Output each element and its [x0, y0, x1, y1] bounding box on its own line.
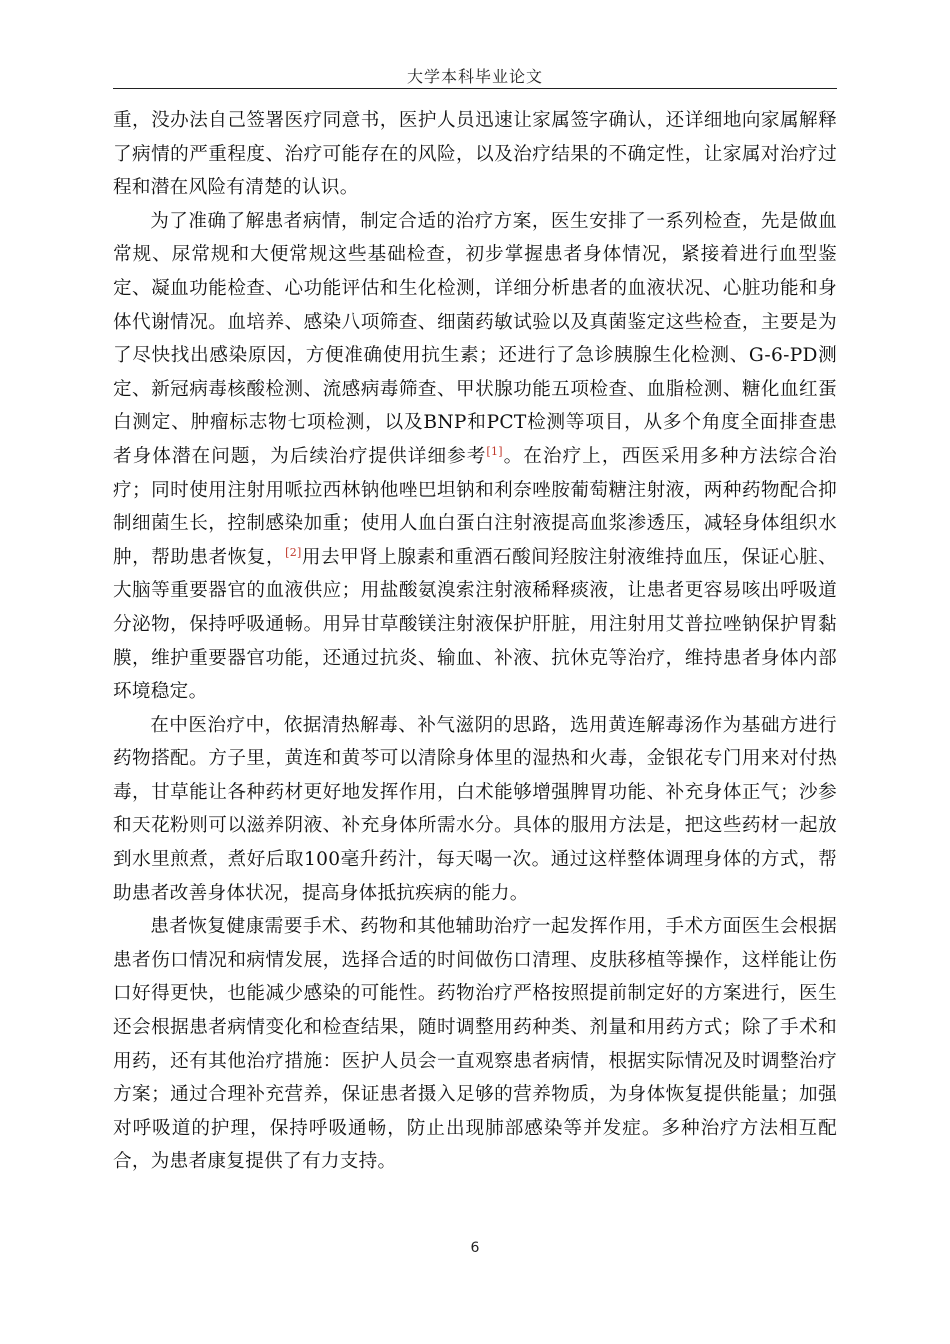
paragraph-text: 患者恢复健康需要手术、药物和其他辅助治疗一起发挥作用，手术方面医生会根据患者伤口情况和病情发展，选择合适的时间做伤口清理、皮肤移植等操作，这样能让伤口好得更快，也能减少感染的可能性。药物治疗严格按照提前制定好的方案进行，医生还会根据患者病情变化和检查结果，随时调整用药种类、剂量和用药方式；除了手术和用药，还有其他治疗措施：医护人员会一直观察患者病情，根据实际情况及时调整治疗方案；通过合理补充营养，保证患者摄入足够的营养物质，为身体恢复提供能量；加强对呼吸道的护理，保持呼吸通畅，防止出现肺部感染等并发症。多种治疗方法相互配合，为患者康复提供了有力支持。 — [113, 916, 837, 1173]
paragraph-text: 在中医治疗中，依据清热解毒、补气滋阴的思路，选用黄连解毒汤作为基础方进行药物搭配。方子里，黄连和黄芩可以清除身体里的湿热和火毒，金银花专门用来对付热毒，甘草能让各种药材更好地发挥作用，白术能够增强脾胃功能、补充身体正气；沙参和天花粉则可以滋养阴液、补充身体所需水分。具体的服用方法是，把这些药材一起放到水里煎煮，煮好后取100毫升药汁，每天喝一次。通过这样整体调理身体的方式，帮助患者改善身体状况，提高身体抵抗疾病的能力。 — [113, 714, 837, 904]
paragraph-text: 用去甲肾上腺素和重酒石酸间羟胺注射液维持血压，保证心脏、大脑等重要器官的血液供应；用盐酸氨溴索注射液稀释痰液，让患者更容易咳出呼吸道分泌物，保持呼吸通畅。用异甘草酸镁注射液保护肝脏，用注射用艾普拉唑钠保护胃黏膜，维护重要器官功能，还通过抗炎、输血、补液、抗休克等治疗，维持患者身体内部环境稳定。 — [113, 546, 838, 703]
paragraph-text: 。在治疗上，西医采用多种方法综合治疗；同时使用注射用哌拉西林钠他唑巴坦钠和利奈唑胺葡萄糖注射液，两种药物配合抑制细菌生长，控制感染加重；使用人血白蛋白注射液提高血浆渗透压，减轻身体组织水肿，帮助患者恢复， — [113, 445, 837, 568]
paragraph-text: 重，没办法自己签署医疗同意书，医护人员迅速让家属签字确认，还详细地向家属解释了病情的严重程度、治疗可能存在的风险，以及治疗结果的不确定性，让家属对治疗过程和潜在风险有清楚的认识。 — [113, 110, 837, 199]
body-text — [113, 104, 837, 1179]
paragraph-text: 为了准确了解患者病情，制定合适的治疗方案，医生安排了一系列检查，先是做血常规、尿常规和大便常规这些基础检查，初步掌握患者身体情况，紧接着进行血型鉴定、凝血功能检查、心功能评估和生化检测，详细分析患者的血液状况、心脏功能和身体代谢情况。血培养、感染八项筛查、细菌药敏试验以及真菌鉴定这些检查，主要是为了尽快找出感染原因，方便准确使用抗生素；还进行了急诊胰腺生化检测、G-6-PD测定、新冠病毒核酸检测、流感病毒筛查、甲状腺功能五项检查、血脂检测、糖化血红蛋白测定、肿瘤标志物七项检测，以及BNP和PCT检测等项目，从多个角度全面排查患者身体潜在问题，为后续治疗提供详细参考 — [113, 210, 837, 467]
paragraph-continuation — [113, 104, 837, 205]
paragraph-examinations-treatment — [113, 205, 837, 709]
paragraph-combined-therapy — [113, 910, 837, 1179]
page-number: 6 — [470, 1240, 480, 1256]
header-divider — [113, 88, 837, 89]
citation-1[interactable]: [1] — [486, 444, 503, 458]
citation-2[interactable]: [2] — [285, 545, 302, 559]
running-header-title: 大学本科毕业论文 — [406, 67, 543, 86]
paragraph-tcm-treatment — [113, 709, 837, 911]
